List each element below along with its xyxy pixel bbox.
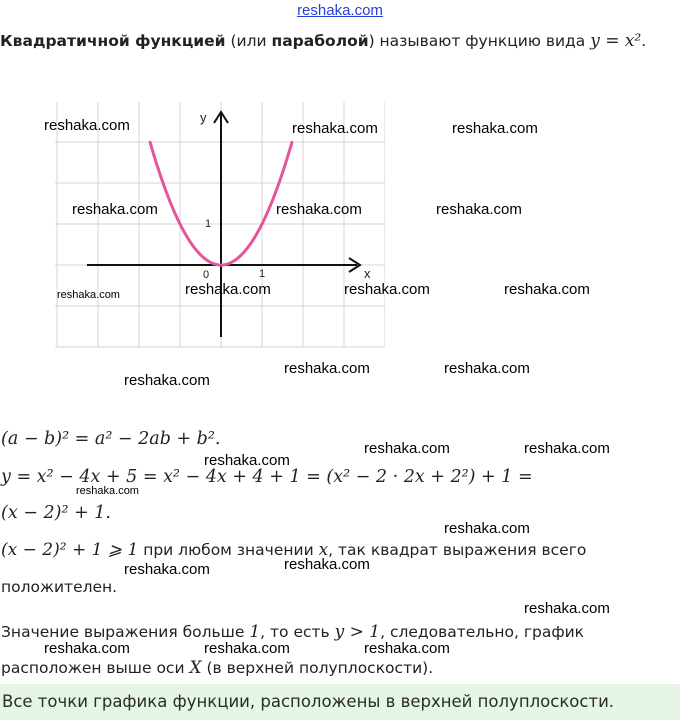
watermark: reshaka.com: [57, 289, 120, 301]
watermark: reshaka.com: [436, 201, 522, 218]
positive-text: положителен.: [1, 578, 118, 596]
watermark: reshaka.com: [444, 360, 530, 377]
watermark: reshaka.com: [452, 120, 538, 137]
inequality-text: при любом значении: [138, 541, 319, 559]
watermark: reshaka.com: [364, 640, 450, 657]
intro-text: (или: [225, 32, 272, 50]
watermark: reshaka.com: [524, 600, 610, 617]
conclusion-text: Значение выражения больше: [1, 623, 250, 641]
watermark: reshaka.com: [344, 281, 430, 298]
parabola-graph: [55, 102, 385, 352]
inequality-y: y > 1: [334, 622, 381, 642]
conclusion-text: (в верхней полуплоскости).: [201, 659, 434, 677]
watermark: reshaka.com: [44, 117, 130, 134]
watermark: reshaka.com: [504, 281, 590, 298]
watermark: reshaka.com: [444, 520, 530, 537]
conclusion-text: расположен выше оси: [1, 659, 190, 677]
watermark: reshaka.com: [276, 201, 362, 218]
watermark: reshaka.com: [204, 640, 290, 657]
intro-formula: y = x²: [590, 31, 642, 51]
watermark: reshaka.com: [76, 485, 139, 497]
conclusion-text: , следовательно, график: [380, 623, 585, 641]
watermark: reshaka.com: [72, 201, 158, 218]
term-quadratic-function: Квадратичной функцией: [0, 32, 226, 50]
watermark: reshaka.com: [185, 281, 271, 298]
watermark: reshaka.com: [44, 640, 130, 657]
watermark: reshaka.com: [364, 440, 450, 457]
answer-note: [0, 684, 680, 720]
intro-text: ) называют функцию вида: [368, 32, 591, 50]
intro-paragraph: [0, 30, 680, 52]
formula-expansion: y = x² − 4x + 5 = x² − 4x + 4 + 1 = (x² − 2 · 2x + 2²) + 1 =: [1, 467, 533, 487]
answer-note-text: Все точки графика функции, расположены в верхней полуплоскости.: [2, 692, 615, 711]
origin-label: 0: [203, 269, 210, 281]
inequality-text: , так квадрат выражения всего: [328, 541, 587, 559]
watermark: reshaka.com: [284, 360, 370, 377]
conclusion-line-1: [1, 622, 584, 642]
conclusion-text: , то есть: [260, 623, 335, 641]
variable-x: x: [318, 540, 329, 560]
formula-result: (x − 2)² + 1.: [1, 503, 111, 523]
inequality-formula: (x − 2)² + 1 ⩾ 1: [1, 540, 139, 560]
axis-x: X: [189, 658, 202, 678]
intro-end: .: [641, 32, 647, 50]
watermark: reshaka.com: [284, 556, 370, 573]
watermark: reshaka.com: [292, 120, 378, 137]
watermark: reshaka.com: [524, 440, 610, 457]
y-tick-label: 1: [205, 218, 212, 230]
watermark: reshaka.com: [204, 452, 290, 469]
x-tick-label: 1: [259, 268, 266, 280]
value-one: 1: [249, 622, 261, 642]
x-axis-label: x: [364, 266, 371, 281]
watermark: reshaka.com: [124, 372, 210, 389]
term-parabola: параболой: [271, 32, 369, 50]
formula-square-of-difference: (a − b)² = a² − 2ab + b².: [1, 429, 221, 449]
site-link[interactable]: reshaka.com: [297, 2, 383, 19]
watermark: reshaka.com: [124, 561, 210, 578]
y-axis-label: y: [200, 110, 207, 125]
inequality-line: [1, 540, 586, 560]
conclusion-line-2: [1, 658, 433, 678]
